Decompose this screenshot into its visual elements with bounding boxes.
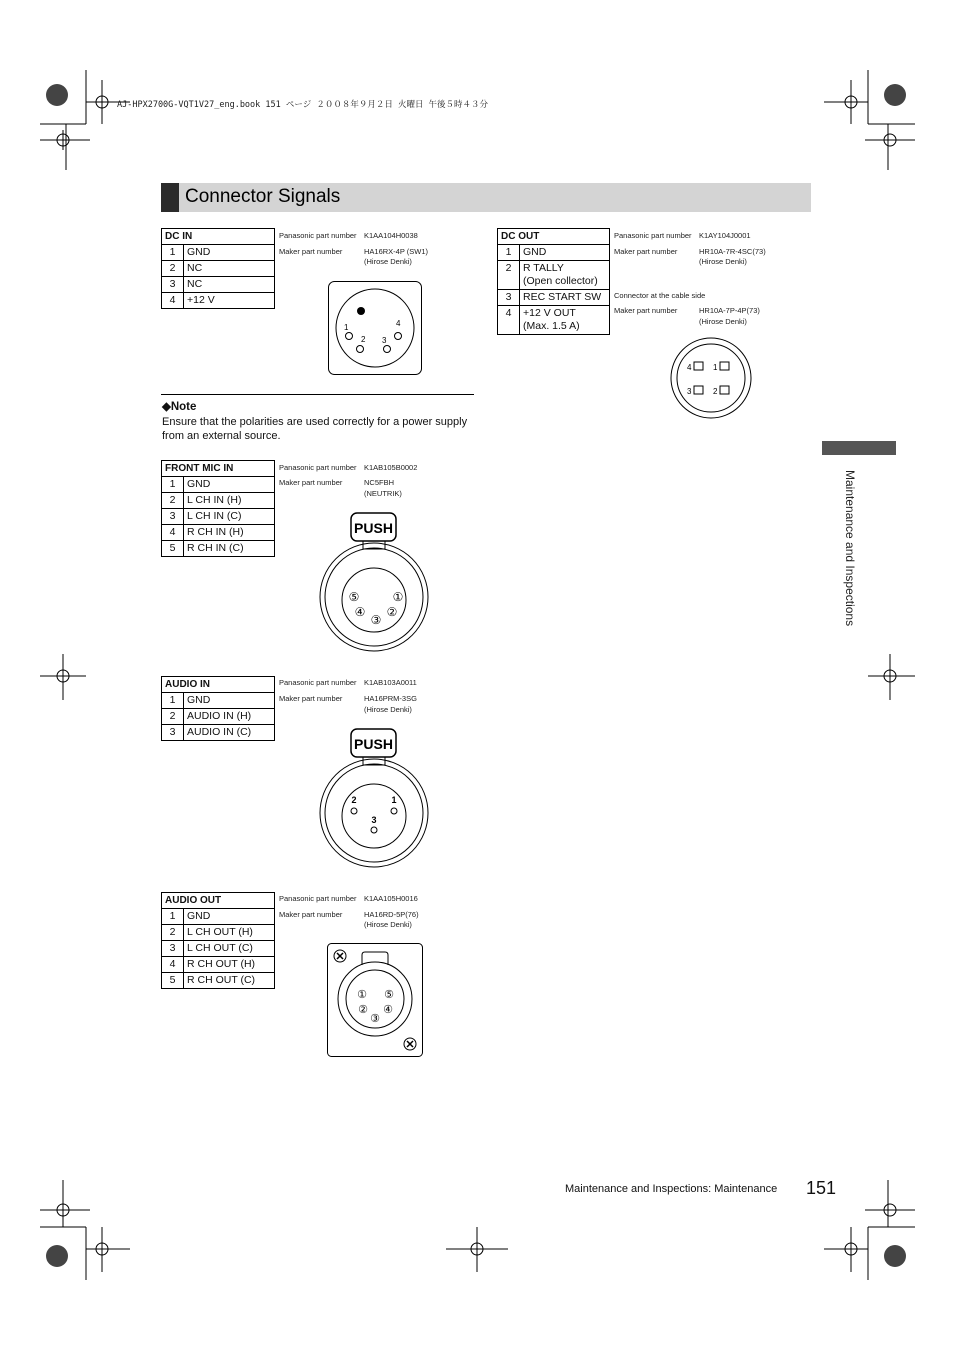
panasonic-label: Panasonic part number bbox=[279, 894, 357, 903]
pin-label: 1 bbox=[344, 323, 349, 332]
audio-out-table bbox=[161, 892, 275, 989]
maker-part: HA16RD-5P(76) bbox=[364, 910, 419, 919]
section-accent bbox=[161, 183, 179, 212]
table-row: 1 GND bbox=[162, 477, 275, 493]
pin-label: ① bbox=[357, 989, 367, 1001]
print-header: AJ-HPX2700G-VQT1V27_eng.book 151 ページ ２００８年９月２日 火曜日 午後５時４３分 bbox=[117, 100, 489, 110]
pin-label: 3 bbox=[687, 387, 692, 396]
page-number: 151 bbox=[806, 1178, 837, 1198]
panasonic-part: K1AA105H0016 bbox=[364, 894, 418, 903]
table-title: DC IN bbox=[162, 229, 275, 245]
pin-label: 1 bbox=[391, 795, 397, 805]
dc-in-connector-diagram bbox=[328, 281, 422, 375]
note-heading: ◆Note bbox=[162, 401, 197, 413]
note-body: Ensure that the polarities are used correctly for a power supply from an external source. bbox=[162, 416, 468, 442]
pin-label: ② bbox=[358, 1004, 368, 1016]
pin-label: 4 bbox=[687, 363, 692, 372]
table-row: 1 GND bbox=[162, 693, 275, 709]
maker-part: HA16RX-4P (SW1) bbox=[364, 247, 429, 256]
pin-label: 2 bbox=[351, 795, 357, 805]
table-row: 3 NC bbox=[162, 277, 275, 293]
table-row: 1 GND bbox=[162, 909, 275, 925]
table-title: FRONT MIC IN bbox=[162, 461, 275, 477]
pin-label: ① bbox=[392, 590, 404, 604]
maker-part: HA16PRM-3SG bbox=[364, 694, 417, 703]
table-row: 4 R CH OUT (H) bbox=[162, 957, 275, 973]
table-row: 1 GND bbox=[162, 245, 275, 261]
pin-label: 1 bbox=[713, 363, 718, 372]
front-mic-in-connector-diagram bbox=[318, 511, 430, 653]
maker-name: (Hirose Denki) bbox=[699, 257, 747, 266]
maker-part: HR10A-7R-4SC(73) bbox=[699, 247, 766, 256]
table-title: AUDIO OUT bbox=[162, 893, 275, 909]
maker-label: Maker part number bbox=[279, 694, 343, 703]
maker-label: Maker part number bbox=[279, 247, 343, 256]
audio-out-connector-diagram bbox=[327, 943, 423, 1058]
pin-label: ④ bbox=[354, 605, 366, 619]
table-row: 3 L CH IN (C) bbox=[162, 509, 275, 525]
pin-label: ④ bbox=[383, 1004, 393, 1016]
cable-maker-part: HR10A-7P-4P(73) bbox=[699, 306, 760, 315]
panasonic-label: Panasonic part number bbox=[279, 678, 357, 687]
front-mic-in-table bbox=[161, 460, 275, 557]
maker-label: Maker part number bbox=[614, 247, 678, 256]
table-row: 3 AUDIO IN (C) bbox=[162, 725, 275, 741]
panasonic-part: K1AB103A0011 bbox=[364, 678, 417, 687]
dc-out-table bbox=[497, 228, 610, 335]
table-row: 4 +12 V bbox=[162, 293, 275, 309]
pin-label: ③ bbox=[370, 1013, 380, 1025]
pin-label: ② bbox=[386, 605, 398, 619]
audio-in-connector-diagram bbox=[318, 727, 430, 869]
panasonic-label: Panasonic part number bbox=[279, 231, 357, 240]
dc-out-connector-diagram bbox=[670, 337, 752, 419]
audio-in-table bbox=[161, 676, 275, 741]
panasonic-part: K1AA104H0038 bbox=[364, 231, 418, 240]
table-row: 4 R CH IN (H) bbox=[162, 525, 275, 541]
table-row: 2 L CH IN (H) bbox=[162, 493, 275, 509]
cable-maker-name: (Hirose Denki) bbox=[699, 317, 747, 326]
table-row: 2 NC bbox=[162, 261, 275, 277]
pin-label: ③ bbox=[370, 613, 382, 627]
section-header bbox=[161, 183, 811, 212]
panasonic-label: Panasonic part number bbox=[614, 231, 692, 240]
maker-label: Maker part number bbox=[279, 910, 343, 919]
footer-text: Maintenance and Inspections: Maintenance bbox=[565, 1183, 778, 1195]
panasonic-part: K1AY104J0001 bbox=[699, 231, 751, 240]
table-row: 2 R TALLY (Open collector) bbox=[498, 261, 610, 290]
table-row: 2 L CH OUT (H) bbox=[162, 925, 275, 941]
pin-label: 2 bbox=[361, 335, 366, 344]
side-tab-label: Maintenance and Inspections bbox=[843, 470, 857, 627]
dc-in-table bbox=[161, 228, 275, 309]
pin-label: 3 bbox=[371, 815, 377, 825]
table-row: 3 L CH OUT (C) bbox=[162, 941, 275, 957]
maker-name: (NEUTRIK) bbox=[364, 489, 402, 498]
panasonic-part: K1AB105B0002 bbox=[364, 463, 418, 472]
cable-side-label: Connector at the cable side bbox=[614, 291, 706, 300]
maker-name: (Hirose Denki) bbox=[364, 920, 412, 929]
pin-label: ⑤ bbox=[348, 590, 360, 604]
panasonic-label: Panasonic part number bbox=[279, 463, 357, 472]
table-row: 2 AUDIO IN (H) bbox=[162, 709, 275, 725]
maker-name: (Hirose Denki) bbox=[364, 257, 412, 266]
table-row: 5 R CH OUT (C) bbox=[162, 973, 275, 989]
pin-label: ⑤ bbox=[384, 989, 394, 1001]
pin-label: 2 bbox=[713, 387, 718, 396]
table-title: DC OUT bbox=[498, 229, 610, 245]
section-title: Connector Signals bbox=[185, 186, 341, 207]
maker-part: NC5FBH bbox=[364, 478, 395, 487]
table-row: 5 R CH IN (C) bbox=[162, 541, 275, 557]
pin-label: 3 bbox=[382, 336, 387, 345]
maker-name: (Hirose Denki) bbox=[364, 705, 412, 714]
table-title: AUDIO IN bbox=[162, 677, 275, 693]
side-tab-marker bbox=[822, 441, 896, 455]
push-label: PUSH bbox=[354, 736, 393, 752]
push-label: PUSH bbox=[354, 520, 393, 536]
note-divider bbox=[161, 394, 474, 395]
maker-label: Maker part number bbox=[279, 478, 343, 487]
table-row: 3 REC START SW bbox=[498, 290, 610, 306]
table-row: 4 +12 V OUT (Max. 1.5 A) bbox=[498, 306, 610, 335]
maker-label: Maker part number bbox=[614, 306, 678, 315]
pin-label: 4 bbox=[396, 319, 401, 328]
table-row: 1 GND bbox=[498, 245, 610, 261]
